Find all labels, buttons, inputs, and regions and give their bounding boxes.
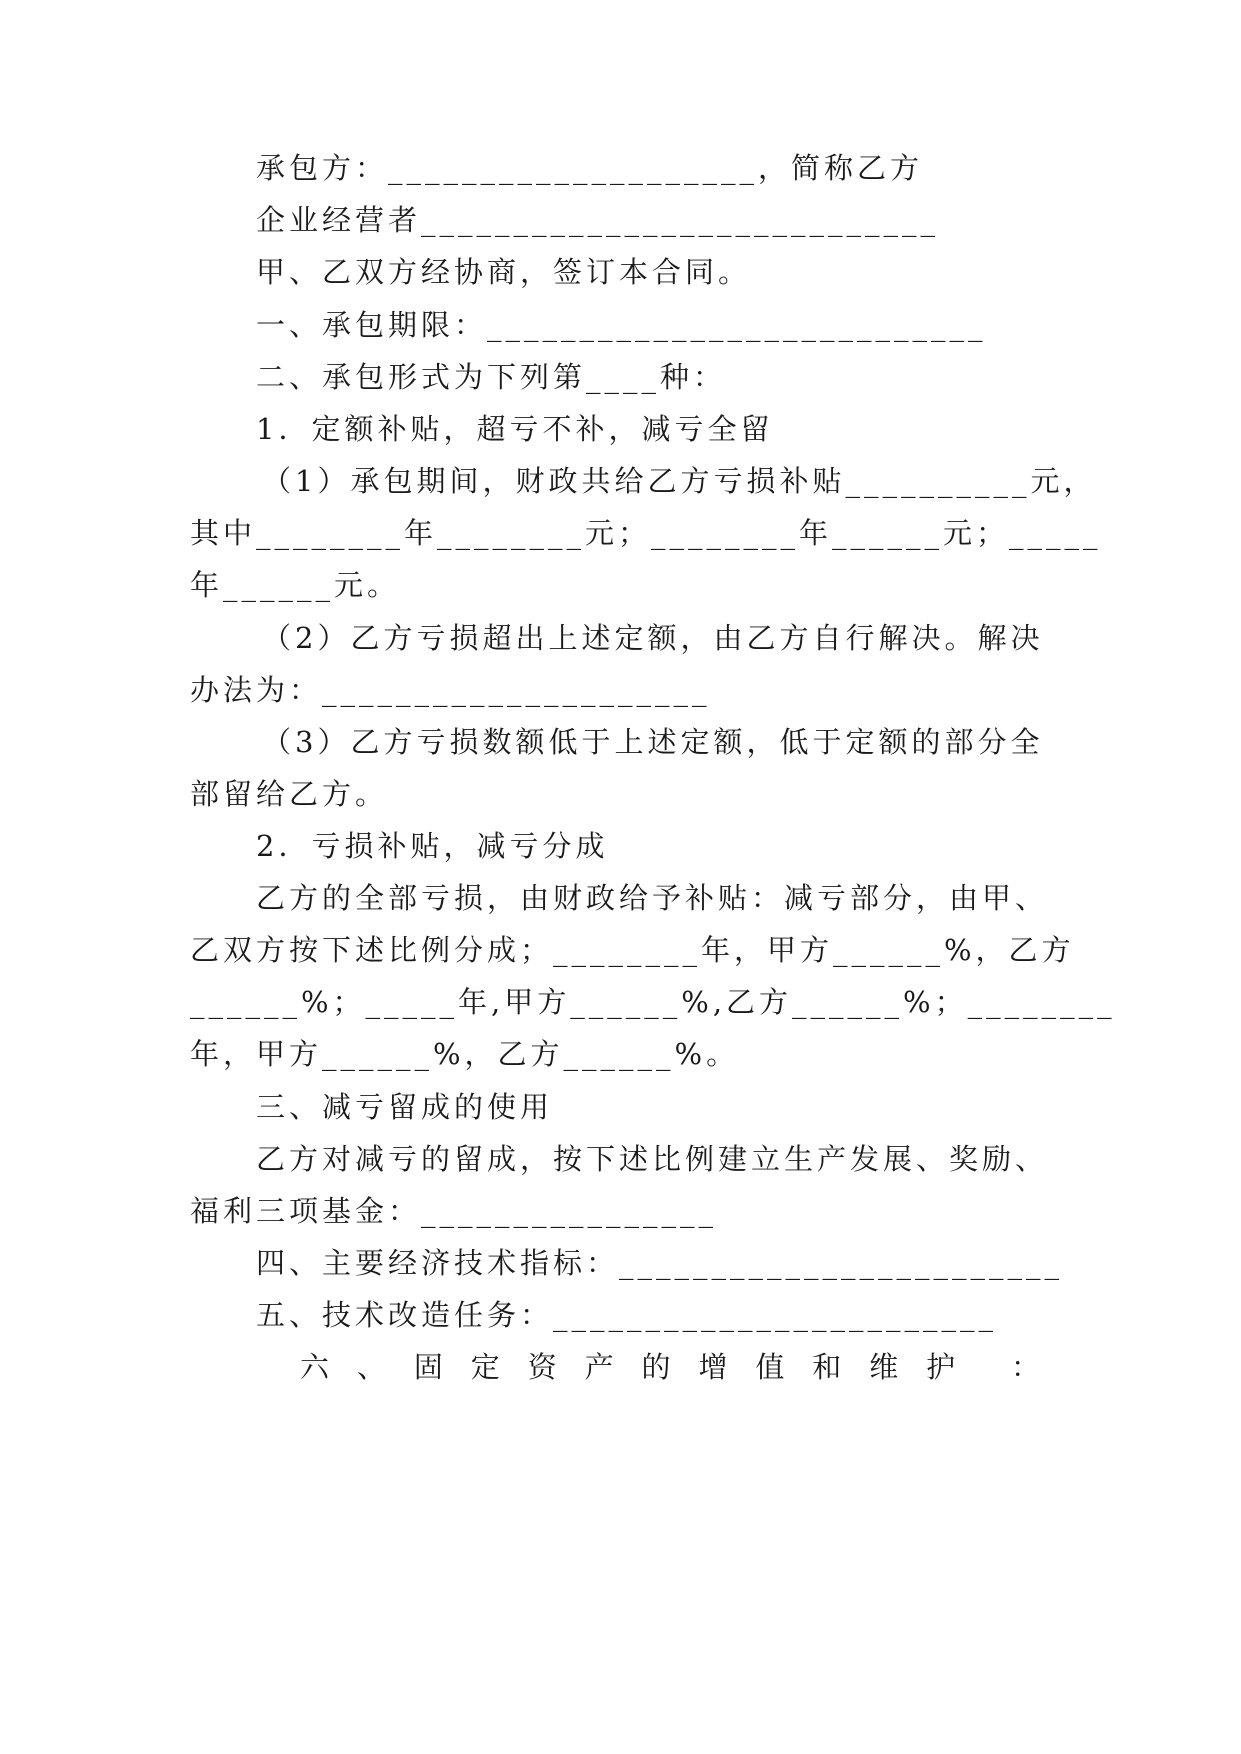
section-6-char: 的 (641, 1350, 671, 1384)
item-1-1-line-c: 年______元。 (190, 568, 401, 602)
item-2-line-c: ______%；_____年,甲方______%,乙方______%；________ (190, 985, 1116, 1019)
section-6-char: 六 (300, 1350, 330, 1384)
section-1-term: 一、承包期限：___________________________ (256, 308, 987, 342)
section-3-heading: 三、减亏留成的使用 (256, 1090, 554, 1124)
item-2-line-d: 年，甲方______%，乙方______%。 (190, 1037, 740, 1071)
item-1-heading: 1．定额补贴，超亏不补，减亏全留 (256, 412, 774, 446)
section-4-line: 四、主要经济技术指标：________________________ (256, 1246, 1064, 1280)
item-1-1-line-b: 其中________年________元；________年______元；_____ (190, 516, 1102, 550)
manager-line: 企业经营者____________________________ (256, 203, 940, 237)
section-6-char: 资 (527, 1350, 557, 1384)
agreement-line: 甲、乙双方经协商，签订本合同。 (256, 255, 752, 289)
section-6-char: 护 (926, 1350, 956, 1384)
section-6-char: 和 (812, 1350, 842, 1384)
section-6-char: ： (1010, 1350, 1040, 1384)
section-6-char: 固 (413, 1350, 443, 1384)
section-6-char: 、 (356, 1350, 386, 1384)
section-6-char: 产 (584, 1350, 614, 1384)
item-1-2-line-a: （2）乙方亏损超出上述定额，由乙方自行解决。解决 (262, 621, 1044, 655)
item-1-3-line-a: （3）乙方亏损数额低于上述定额，低于定额的部分全 (262, 725, 1044, 759)
item-2-line-a: 乙方的全部亏损，由财政给予补贴：减亏部分，由甲、 (256, 881, 1049, 915)
item-1-2-line-b: 办法为：_____________________ (190, 673, 711, 707)
item-2-heading: 2．亏损补贴，减亏分成 (256, 829, 609, 863)
section-6-char: 增 (698, 1350, 728, 1384)
section-6-char: 维 (869, 1350, 899, 1384)
section-6-char: 定 (470, 1350, 500, 1384)
item-1-1-line-a: （1）承包期间，财政共给乙方亏损补贴__________元， (262, 464, 1097, 498)
item-1-3-line-b: 部留给乙方。 (190, 777, 389, 811)
section-3-line-a: 乙方对减亏的留成，按下述比例建立生产发展、奖励、 (256, 1142, 1049, 1176)
contractor-line: 承包方：____________________，简称乙方 (256, 151, 924, 185)
section-5-line: 五、技术改造任务：________________________ (256, 1298, 998, 1332)
item-2-line-b: 乙双方按下述比例分成；________年，甲方______%，乙方 (190, 933, 1075, 967)
section-3-line-b: 福利三项基金：________________ (190, 1194, 718, 1228)
section-6-char: 值 (755, 1350, 785, 1384)
section-6-line (300, 1347, 1040, 1387)
section-2-form: 二、承包形式为下列第____种： (256, 360, 727, 394)
